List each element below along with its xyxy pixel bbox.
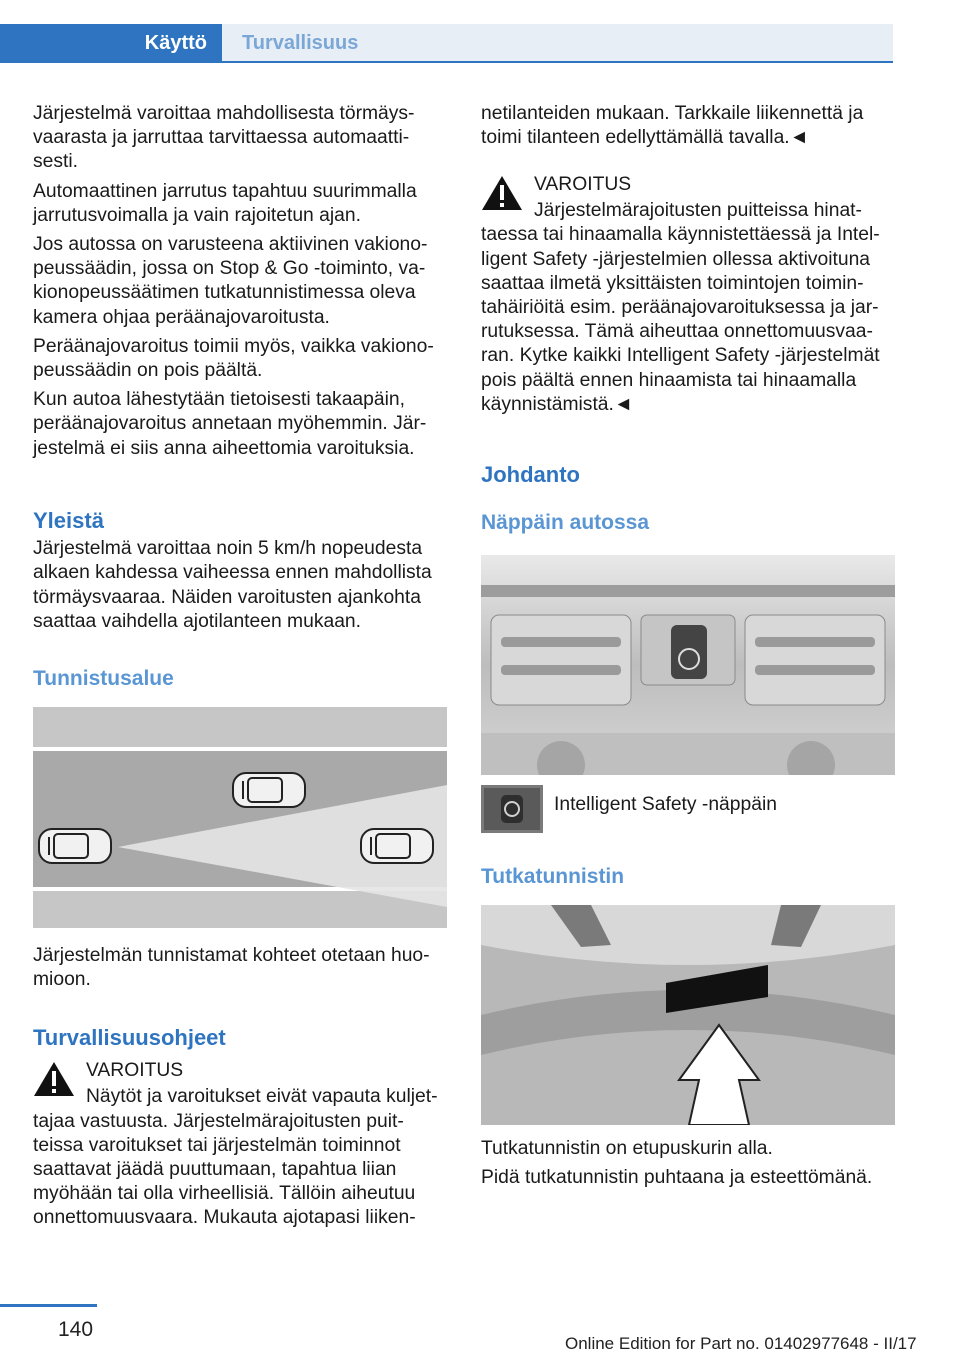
button-label: Intelligent Safety -näppäin (554, 794, 777, 815)
paragraph: Peräänajovaroitus toimii myös, vaikka vakiono‐peussäädin on pois päältä. (33, 335, 434, 382)
warning-triangle-icon (481, 175, 523, 211)
warning-title: VAROITUS (534, 174, 632, 195)
page-number: 140 (58, 1318, 94, 1341)
button-in-car-figure (481, 555, 895, 775)
footer-divider (0, 1304, 97, 1307)
paragraph: Jos autossa on varusteena aktiivinen vakiono‐peussäädin, jossa on Stop & Go -toiminto, va‐kionopeussäätimen tutkatunnistimessa oleva kamera ohjaa peräänajovaroitusta. (33, 234, 428, 328)
paragraph: Pidä tutkatunnistin puhtaana ja esteettömänä. (481, 1167, 873, 1189)
heading-detection: Tunnistusalue (33, 667, 174, 690)
figure-caption: Järjestelmän tunnistamat kohteet otetaan huo‐mioon. (33, 945, 430, 991)
button-label-wrap (481, 793, 895, 822)
heading-detection-wrap (33, 667, 447, 691)
paragraph: Automaattinen jarrutus tapahtuu suurimmalla jarrutusvoimalla ja vain rajoitetun ajan. (33, 180, 417, 226)
caption-detection-wrap (33, 944, 447, 997)
car-icon (39, 829, 111, 863)
dashboard-illustration (481, 555, 895, 775)
heading-safety: Turvallisuusohjeet (33, 1025, 226, 1050)
car-icon (233, 773, 305, 807)
bumper-illustration (481, 905, 895, 1125)
tab-turvallisuus[interactable]: Turvallisuus (222, 24, 893, 62)
paragraph: Järjestelmä varoittaa noin 5 km/h nopeudesta alkaen kahdessa vaiheessa ennen mahdollista törmäysvaaraa. Näiden varoitusten ajankohta saattaa vaihdella ajotilanteen mukaan. (33, 538, 432, 632)
warning-text: Näytöt ja varoitukset eivät vapauta kuljet‐tajaa vastuusta. Järjestelmärajoitusten puit‐teissa varoitukset tai järjestelmän toiminnot saattavat jäädä puuttumaan, tapahtua liian myöhään tai olla virheellisiä. Tällöin aiheutuu onnettomuusvaara. Mukauta ajotapasi liiken‐ (33, 1086, 438, 1229)
detection-illustration (33, 707, 447, 928)
paragraph: netilanteiden mukaan. Tarkkaile liikennettä ja toimi tilanteen edellyttämällä tavalla.◄ (481, 103, 864, 149)
car-icon (361, 829, 433, 863)
section-general (33, 509, 447, 639)
paragraph: Järjestelmä varoittaa mahdollisesta törmäys‐vaarasta ja jarruttaa tarvittaessa automaatti‐sesti. (33, 103, 415, 173)
paragraph: Tutkatunnistin on etupuskurin alla. (481, 1138, 773, 1159)
header-divider (0, 61, 893, 63)
section-safety (33, 1026, 447, 1231)
heading-button: Näppäin autossa (481, 511, 650, 535)
right-column (481, 102, 895, 155)
left-column (33, 102, 447, 466)
section-intro (481, 463, 895, 535)
tab-kaytto[interactable]: Käyttö (0, 24, 222, 62)
section-radar-text (481, 1137, 895, 1195)
paragraph: Kun autoa lähestytään tietoisesti takaapäin, peräänajovaroitus annetaan myöhemmin. Jär‐jestelmä ei siis anna aiheettomia varoituksia. (33, 389, 427, 459)
detection-area-figure (33, 707, 447, 928)
radar-sensor-figure (481, 905, 895, 1125)
heading-radar: Tutkatunnistin (481, 865, 625, 888)
warning-block-right (481, 173, 895, 417)
warning-triangle-icon (33, 1061, 75, 1097)
footer-edition: Online Edition for Part no. 01402977648 - II/17 (565, 1334, 917, 1353)
warning-text-first-line-wrap (33, 1085, 447, 1230)
warning-title: VAROITUS (86, 1060, 184, 1082)
warning-block (33, 1059, 447, 1230)
heading-intro: Johdanto (481, 462, 580, 487)
heading-radar-wrap (481, 865, 895, 889)
warning-block (481, 173, 895, 417)
heading-general: Yleistä (33, 508, 104, 533)
page-header (0, 0, 960, 62)
warning-text: Järjestelmärajoitusten puitteissa hinat‐taessa tai hinaamalla käynnistettäessä ja Intel‐ligent Safety -järjestelmien ollessa aktivoituna saattaa ilmetä yksittäisten toimintojen toimin‐tahäiriöitä esim. peräänajovaroituksessa ja jar‐rutuksessa. Tämä aiheuttaa onnettomuusvaa‐ran. Kytke kaikki Intelligent Safety -järjestelmät pois päältä ennen hinaamista tai hinaamalla käynnistämistä.◄ (481, 200, 880, 415)
